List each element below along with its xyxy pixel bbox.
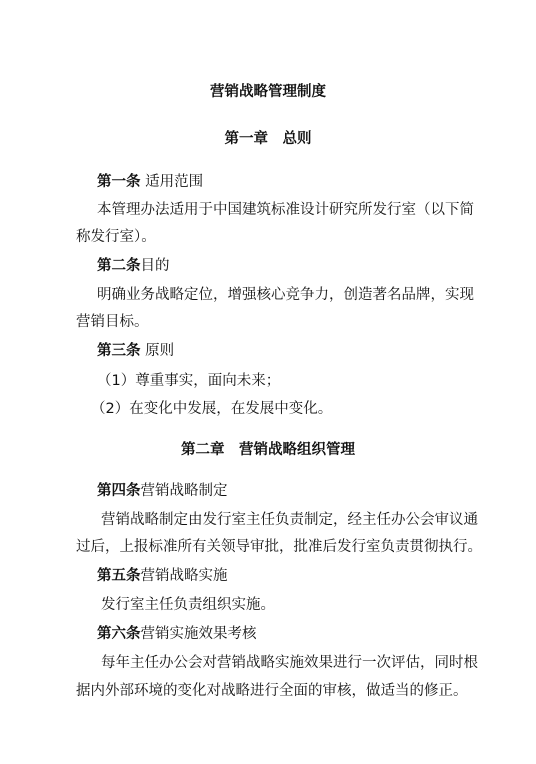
article-2-body-line-1: 明确业务战略定位，增强核心竞争力，创造著名品牌，实现: [97, 287, 474, 303]
article-4-heading: [97, 481, 228, 501]
article-3-item-2: （2）在变化中发展，在发展中变化。: [91, 401, 333, 417]
article-1-number: 第一条: [97, 174, 141, 190]
article-1-heading: [97, 172, 203, 192]
article-3-number: 第三条: [97, 343, 141, 359]
chapter-1-heading: 第一章 总则: [224, 131, 312, 147]
chapter-2-heading: 第二章 营销战略组织管理: [181, 442, 355, 458]
article-5-number: 第五条: [97, 568, 141, 584]
article-1-body-line-2: 称发行室）。: [76, 229, 156, 245]
article-6-body-line-2: 据内外部环境的变化对战略进行全面的审核，做适当的修正。: [76, 683, 468, 699]
article-1-title: 适用范围: [145, 174, 204, 190]
article-6-heading: [97, 624, 257, 644]
article-4-number: 第四条: [97, 483, 141, 499]
article-3-title: 原则: [145, 343, 175, 359]
article-5-body-line-1: 发行室主任负责组织实施。: [101, 597, 275, 613]
article-3-item-1: （1）尊重事实，面向未来；: [97, 373, 281, 389]
document-title: 营销战略管理制度: [210, 84, 326, 100]
article-2-body-line-2: 营销目标。: [76, 314, 149, 330]
article-3-heading: [97, 341, 174, 361]
article-2-title: 目的: [140, 258, 170, 274]
article-4-body-line-1: 营销战略制定由发行室主任负责制定，经主任办公会审议通: [101, 512, 478, 528]
article-6-title: 营销实施效果考核: [140, 626, 257, 642]
article-6-body-line-1: 每年主任办公会对营销战略实施效果进行一次评估，同时根: [101, 655, 478, 671]
article-5-heading: [97, 566, 228, 586]
article-2-number: 第二条: [97, 258, 141, 274]
article-5-title: 营销战略实施: [140, 568, 228, 584]
article-1-body-line-1: 本管理办法适用于中国建筑标准设计研究所发行室（以下简: [97, 202, 474, 218]
article-2-heading: [97, 256, 170, 276]
article-4-body-line-2: 过后，上报标准所有关领导审批，批准后发行室负责贯彻执行。: [76, 539, 482, 555]
article-6-number: 第六条: [97, 626, 141, 642]
article-4-title: 营销战略制定: [140, 483, 228, 499]
